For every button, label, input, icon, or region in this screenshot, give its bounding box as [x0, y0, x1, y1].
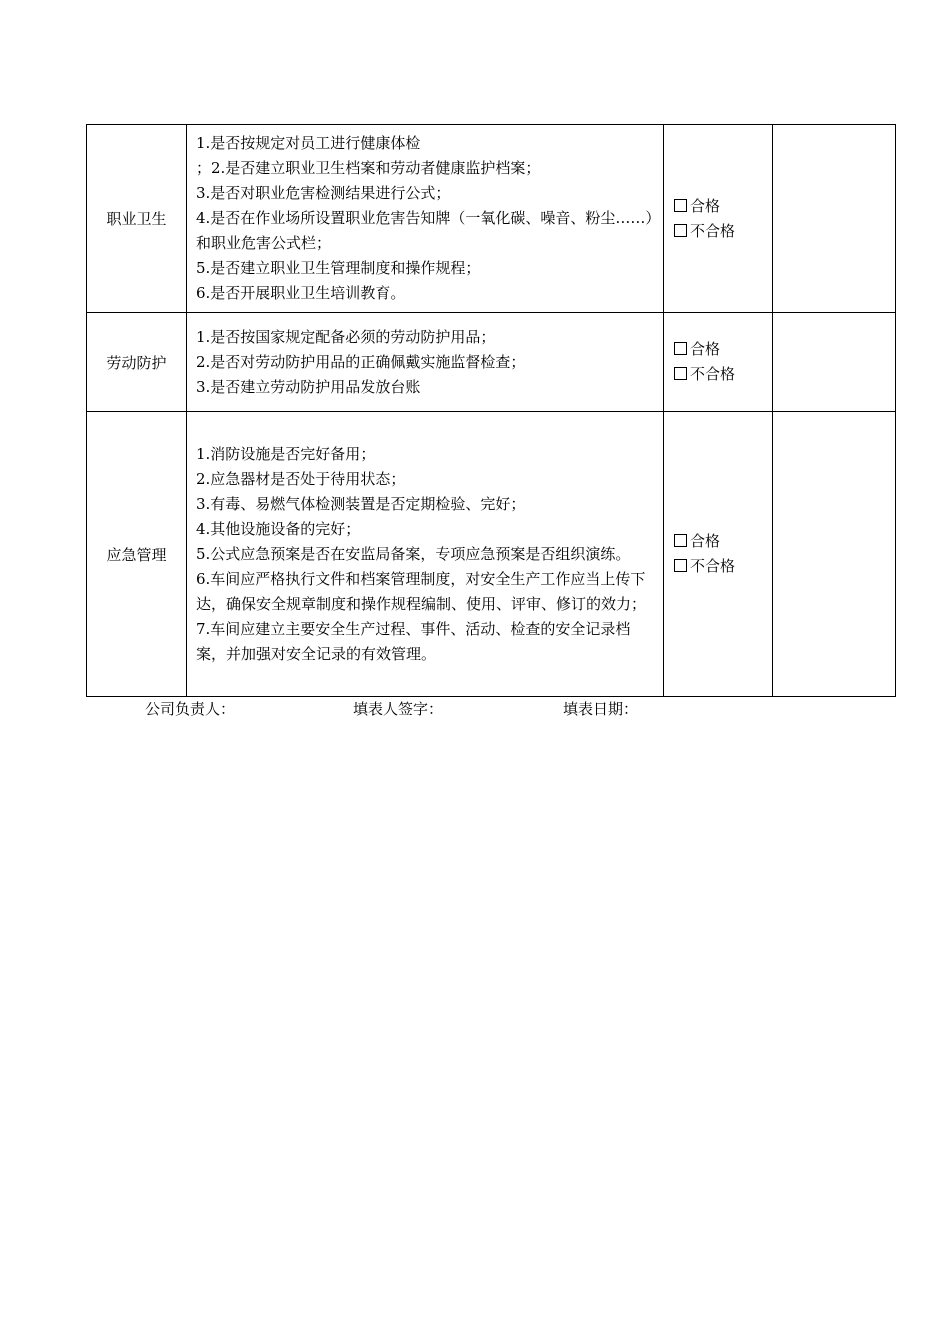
result-cell: [664, 125, 773, 313]
checkbox-icon[interactable]: [674, 367, 687, 380]
pass-option[interactable]: [674, 337, 772, 362]
check-item: 5.公式应急预案是否在安监局备案，专项应急预案是否组织演练。: [196, 544, 631, 563]
table-row-emergency-management: [87, 412, 896, 697]
category-cell: [87, 125, 187, 313]
result-cell: [664, 412, 773, 697]
category-cell: [87, 412, 187, 697]
category-cell: [87, 313, 187, 412]
fail-label: 不合格: [690, 221, 736, 240]
table-row-labor-protection: [87, 313, 896, 412]
remark-cell[interactable]: [773, 412, 896, 697]
checkbox-icon[interactable]: [674, 199, 687, 212]
check-item: 7.车间应建立主要安全生产过程、事件、活动、检查的安全记录档案，并加强对安全记录的有效管理。: [196, 619, 631, 663]
check-items-cell: [187, 125, 664, 313]
check-items-cell: [187, 412, 664, 697]
checkbox-icon[interactable]: [674, 559, 687, 572]
table-row-occupational-health: [87, 125, 896, 313]
company-head-label: 公司负责人：: [145, 700, 236, 718]
check-item: 6.车间应严格执行文件和档案管理制度，对安全生产工作应当上传下达，确保安全规章制度和操作规程编制、使用、评审、修订的效力；: [196, 569, 647, 613]
category-label: 应急管理: [106, 545, 167, 564]
remark-cell[interactable]: [773, 125, 896, 313]
remark-cell[interactable]: [773, 313, 896, 412]
fill-date-label: 填表日期：: [563, 700, 639, 718]
fail-option[interactable]: [674, 219, 772, 244]
check-item: 3.有毒、易燃气体检测装置是否定期检验、完好；: [196, 494, 526, 513]
fail-label: 不合格: [690, 365, 736, 383]
pass-label: 合格: [690, 196, 721, 215]
pass-option[interactable]: [674, 194, 772, 219]
pass-option[interactable]: [674, 529, 772, 554]
check-item: 1.是否按国家规定配备必须的劳动防护用品；: [196, 327, 496, 346]
pass-label: 合格: [690, 532, 721, 550]
check-item: 6.是否开展职业卫生培训教育。: [196, 284, 406, 302]
fail-option[interactable]: [674, 554, 772, 579]
inspection-table: [86, 124, 896, 697]
check-item: 3.是否对职业危害检测结果进行公式；: [196, 184, 451, 202]
checkbox-icon[interactable]: [674, 342, 687, 355]
check-item: 5.是否建立职业卫生管理制度和操作规程；: [196, 259, 481, 277]
check-item: 2.应急器材是否处于待用状态；: [196, 469, 406, 488]
check-items-cell: [187, 313, 664, 412]
check-item: 3.是否建立劳动防护用品发放台账: [196, 377, 421, 396]
check-item: 1.消防设施是否完好备用；: [196, 444, 376, 463]
fail-option[interactable]: [674, 362, 772, 387]
category-label: 职业卫生: [106, 210, 167, 228]
check-item: 4.其他设施设备的完好；: [196, 519, 361, 538]
check-item: ；2.是否建立职业卫生档案和劳动者健康监护档案；: [196, 159, 541, 177]
checkbox-icon[interactable]: [674, 224, 687, 237]
check-item: 1.是否按规定对员工进行健康体检: [196, 134, 421, 152]
fail-label: 不合格: [690, 557, 736, 575]
check-item: 4.是否在作业场所设置职业危害告知牌（一氧化碳、噪音、粉尘……）和职业危害公式栏；: [196, 209, 653, 252]
pass-label: 合格: [690, 340, 721, 358]
checkbox-icon[interactable]: [674, 534, 687, 547]
result-cell: [664, 313, 773, 412]
category-label: 劳动防护: [106, 353, 167, 372]
filler-signature-label: 填表人签字：: [353, 700, 444, 718]
check-item: 2.是否对劳动防护用品的正确佩戴实施监督检查；: [196, 352, 526, 371]
